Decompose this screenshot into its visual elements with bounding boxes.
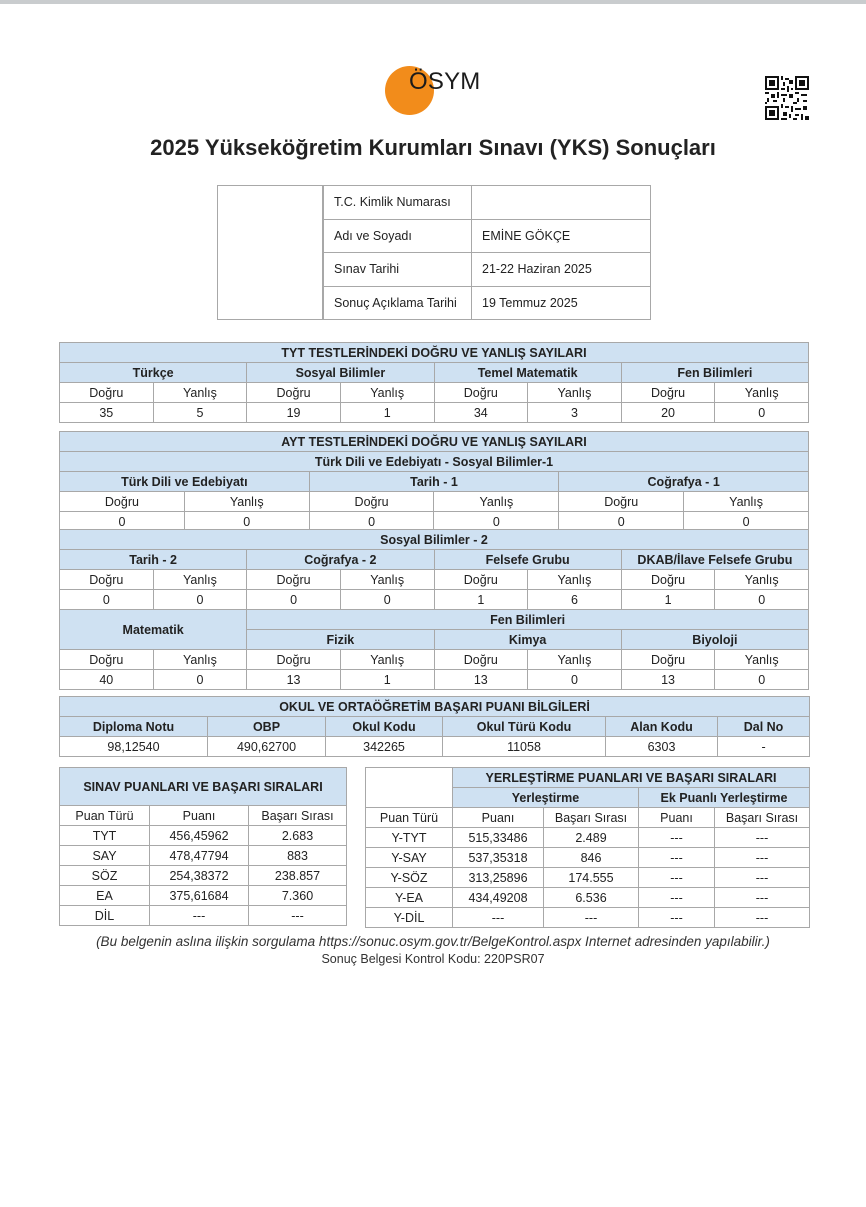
info-value: 19 Temmuz 2025 (472, 286, 651, 320)
yanlis-value: 0 (184, 512, 309, 532)
ayt-subject: Coğrafya - 1 (559, 472, 809, 492)
dogru-value: 1 (434, 590, 528, 610)
yerlestirme-sub2: Ek Puanlı Yerleştirme (639, 788, 810, 808)
yanlis-label: Yanlış (715, 650, 809, 670)
tyt-subject: Temel Matematik (434, 363, 621, 383)
yanlis-label: Yanlış (153, 570, 247, 590)
dogru-label: Doğru (60, 570, 154, 590)
ayt-math-title: Matematik (60, 610, 247, 650)
sinav-puanlari-table (59, 767, 347, 926)
puan-turu: Y-SAY (366, 848, 453, 868)
qr-code-icon (765, 76, 809, 120)
ayt-title: AYT TESTLERİNDEKİ DOĞRU VE YANLIŞ SAYILARI (60, 432, 809, 452)
yerlestirme-corner (366, 768, 453, 808)
basari-sirasi: 7.360 (249, 886, 347, 906)
yerlestirme-header: Puanı (453, 808, 544, 828)
table-row (366, 828, 810, 848)
table-row (60, 906, 347, 926)
top-border (0, 0, 866, 4)
dogru-value: 13 (247, 670, 341, 690)
yanlis-value: 0 (715, 403, 809, 423)
page-title: 2025 Yükseköğretim Kurumları Sınavı (YKS) Sonuçları (150, 135, 716, 160)
dogru-label: Doğru (621, 383, 715, 403)
ayt-fen-title: Fen Bilimleri (247, 610, 809, 630)
yerlestirme-header: Puanı (639, 808, 715, 828)
yanlis-label: Yanlış (528, 570, 622, 590)
dogru-value: 0 (559, 512, 684, 532)
yanlis-value: 1 (340, 403, 434, 423)
sinav-header: Puan Türü (60, 806, 150, 826)
okul-header: OBP (208, 717, 326, 737)
dogru-value: 20 (621, 403, 715, 423)
dogru-label: Doğru (434, 383, 528, 403)
info-row-name (324, 219, 651, 253)
dogru-value: 0 (60, 512, 185, 532)
yanlis-value: 0 (684, 512, 809, 532)
dogru-label: Doğru (247, 570, 341, 590)
yanlis-value: 0 (153, 670, 247, 690)
okul-header: Okul Kodu (326, 717, 443, 737)
basari-sirasi: 2.489 (544, 828, 639, 848)
table-row (60, 846, 347, 866)
yanlis-label: Yanlış (528, 650, 622, 670)
dogru-label: Doğru (60, 650, 154, 670)
okul-table (59, 696, 810, 757)
puan: 254,38372 (150, 866, 249, 886)
candidate-info-table (323, 185, 651, 320)
okul-header: Okul Türü Kodu (443, 717, 606, 737)
yanlis-label: Yanlış (715, 383, 809, 403)
dogru-label: Doğru (247, 650, 341, 670)
yerlestirme-header: Başarı Sırası (715, 808, 810, 828)
ayt-subject: Türk Dili ve Edebiyatı (60, 472, 310, 492)
ek-puan: --- (639, 848, 715, 868)
puan: 537,35318 (453, 848, 544, 868)
yanlis-label: Yanlış (715, 570, 809, 590)
ayt-table-part2 (59, 529, 809, 690)
tyt-table (59, 342, 809, 423)
puan-turu: Y-EA (366, 888, 453, 908)
dogru-value: 1 (621, 590, 715, 610)
ayt-subject: Coğrafya - 2 (247, 550, 434, 570)
basari-sirasi: 174.555 (544, 868, 639, 888)
basari-sirasi: 883 (249, 846, 347, 866)
yanlis-value: 0 (340, 590, 434, 610)
okul-value: 342265 (326, 737, 443, 757)
info-row-result-date (324, 286, 651, 320)
info-value (472, 186, 651, 220)
puan: 515,33486 (453, 828, 544, 848)
okul-value: 11058 (443, 737, 606, 757)
okul-value: 6303 (606, 737, 718, 757)
ek-basari-sirasi: --- (715, 868, 810, 888)
ek-basari-sirasi: --- (715, 908, 810, 928)
info-row-tc (324, 186, 651, 220)
ek-puan: --- (639, 828, 715, 848)
yanlis-label: Yanlış (340, 383, 434, 403)
yanlis-label: Yanlış (528, 383, 622, 403)
ayt-group1-title: Türk Dili ve Edebiyatı - Sosyal Bilimler-1 (60, 452, 809, 472)
ayt-subject: Kimya (434, 630, 621, 650)
yerlestirme-header: Puan Türü (366, 808, 453, 828)
yanlis-value: 0 (715, 670, 809, 690)
ek-basari-sirasi: --- (715, 828, 810, 848)
okul-header: Alan Kodu (606, 717, 718, 737)
yerlestirme-sub1: Yerleştirme (453, 788, 639, 808)
ayt-subject: Tarih - 2 (60, 550, 247, 570)
dogru-label: Doğru (309, 492, 434, 512)
yanlis-value: 0 (715, 590, 809, 610)
verification-note: (Bu belgenin aslına ilişkin sorgulama https://sonuc.osym.gov.tr/BelgeKontrol.aspx Internet adresinden yapılabilir.) (96, 934, 770, 949)
info-row-exam-date (324, 253, 651, 287)
ayt-group2-title: Sosyal Bilimler - 2 (60, 530, 809, 550)
puan-turu: SÖZ (60, 866, 150, 886)
dogru-value: 0 (60, 590, 154, 610)
basari-sirasi: 846 (544, 848, 639, 868)
yanlis-value: 0 (153, 590, 247, 610)
ayt-subject: Fizik (247, 630, 434, 650)
yerlestirme-table (365, 767, 810, 928)
puan: 313,25896 (453, 868, 544, 888)
yanlis-label: Yanlış (340, 650, 434, 670)
yanlis-label: Yanlış (434, 492, 559, 512)
ek-basari-sirasi: --- (715, 848, 810, 868)
sinav-title: SINAV PUANLARI VE BAŞARI SIRALARI (60, 768, 347, 806)
yanlis-label: Yanlış (153, 650, 247, 670)
tyt-title: TYT TESTLERİNDEKİ DOĞRU VE YANLIŞ SAYILARI (60, 343, 809, 363)
dogru-value: 13 (434, 670, 528, 690)
yanlis-label: Yanlış (184, 492, 309, 512)
basari-sirasi: 6.536 (544, 888, 639, 908)
ayt-subject: Biyoloji (621, 630, 808, 650)
puan-turu: Y-SÖZ (366, 868, 453, 888)
dogru-label: Doğru (434, 570, 528, 590)
info-label: T.C. Kimlik Numarası (324, 186, 472, 220)
yerlestirme-title: YERLEŞTİRME PUANLARI VE BAŞARI SIRALARI (453, 768, 810, 788)
photo-placeholder (217, 185, 323, 320)
table-row (366, 908, 810, 928)
ek-puan: --- (639, 868, 715, 888)
yanlis-label: Yanlış (153, 383, 247, 403)
yanlis-value: 3 (528, 403, 622, 423)
dogru-label: Doğru (60, 492, 185, 512)
puan: 478,47794 (150, 846, 249, 866)
dogru-value: 40 (60, 670, 154, 690)
table-row (60, 886, 347, 906)
basari-sirasi: --- (544, 908, 639, 928)
yanlis-label: Yanlış (684, 492, 809, 512)
puan: 434,49208 (453, 888, 544, 908)
puan: --- (150, 906, 249, 926)
puan: 375,61684 (150, 886, 249, 906)
table-row (366, 868, 810, 888)
tyt-subject: Fen Bilimleri (621, 363, 808, 383)
dogru-label: Doğru (559, 492, 684, 512)
basari-sirasi: --- (249, 906, 347, 926)
puan-turu: TYT (60, 826, 150, 846)
okul-title: OKUL VE ORTAÖĞRETİM BAŞARI PUANI BİLGİLERİ (60, 697, 810, 717)
dogru-value: 13 (621, 670, 715, 690)
dogru-label: Doğru (247, 383, 341, 403)
info-label: Sonuç Açıklama Tarihi (324, 286, 472, 320)
puan-turu: EA (60, 886, 150, 906)
ek-basari-sirasi: --- (715, 888, 810, 908)
info-label: Sınav Tarihi (324, 253, 472, 287)
table-row (60, 826, 347, 846)
puan-turu: DİL (60, 906, 150, 926)
table-row (366, 848, 810, 868)
dogru-value: 0 (309, 512, 434, 532)
dogru-value: 35 (60, 403, 154, 423)
table-row (366, 888, 810, 908)
ek-puan: --- (639, 908, 715, 928)
puan-turu: Y-DİL (366, 908, 453, 928)
okul-value: 98,12540 (60, 737, 208, 757)
puan: --- (453, 908, 544, 928)
dogru-label: Doğru (60, 383, 154, 403)
yanlis-value: 0 (528, 670, 622, 690)
logo-text: ÖSYM (409, 68, 481, 95)
table-row (60, 866, 347, 886)
dogru-value: 19 (247, 403, 341, 423)
okul-value: 490,62700 (208, 737, 326, 757)
tyt-subject: Sosyal Bilimler (247, 363, 434, 383)
puan-turu: Y-TYT (366, 828, 453, 848)
puan-turu: SAY (60, 846, 150, 866)
control-code: Sonuç Belgesi Kontrol Kodu: 220PSR07 (321, 952, 545, 966)
dogru-label: Doğru (621, 570, 715, 590)
basari-sirasi: 238.857 (249, 866, 347, 886)
info-value: EMİNE GÖKÇE (472, 219, 651, 253)
okul-header: Diploma Notu (60, 717, 208, 737)
dogru-label: Doğru (621, 650, 715, 670)
sinav-header: Puanı (150, 806, 249, 826)
osym-logo (385, 63, 495, 115)
yanlis-value: 0 (434, 512, 559, 532)
okul-header: Dal No (718, 717, 810, 737)
yanlis-label: Yanlış (340, 570, 434, 590)
tyt-subject: Türkçe (60, 363, 247, 383)
ayt-subject: Tarih - 1 (309, 472, 559, 492)
okul-value: - (718, 737, 810, 757)
sinav-header: Başarı Sırası (249, 806, 347, 826)
dogru-value: 0 (247, 590, 341, 610)
puan: 456,45962 (150, 826, 249, 846)
yerlestirme-header: Başarı Sırası (544, 808, 639, 828)
yanlis-value: 1 (340, 670, 434, 690)
ek-puan: --- (639, 888, 715, 908)
ayt-subject: Felsefe Grubu (434, 550, 621, 570)
info-value: 21-22 Haziran 2025 (472, 253, 651, 287)
ayt-subject: DKAB/İlave Felsefe Grubu (621, 550, 808, 570)
info-label: Adı ve Soyadı (324, 219, 472, 253)
dogru-value: 34 (434, 403, 528, 423)
ayt-table-part1 (59, 431, 809, 532)
dogru-label: Doğru (434, 650, 528, 670)
yanlis-value: 6 (528, 590, 622, 610)
basari-sirasi: 2.683 (249, 826, 347, 846)
yanlis-value: 5 (153, 403, 247, 423)
